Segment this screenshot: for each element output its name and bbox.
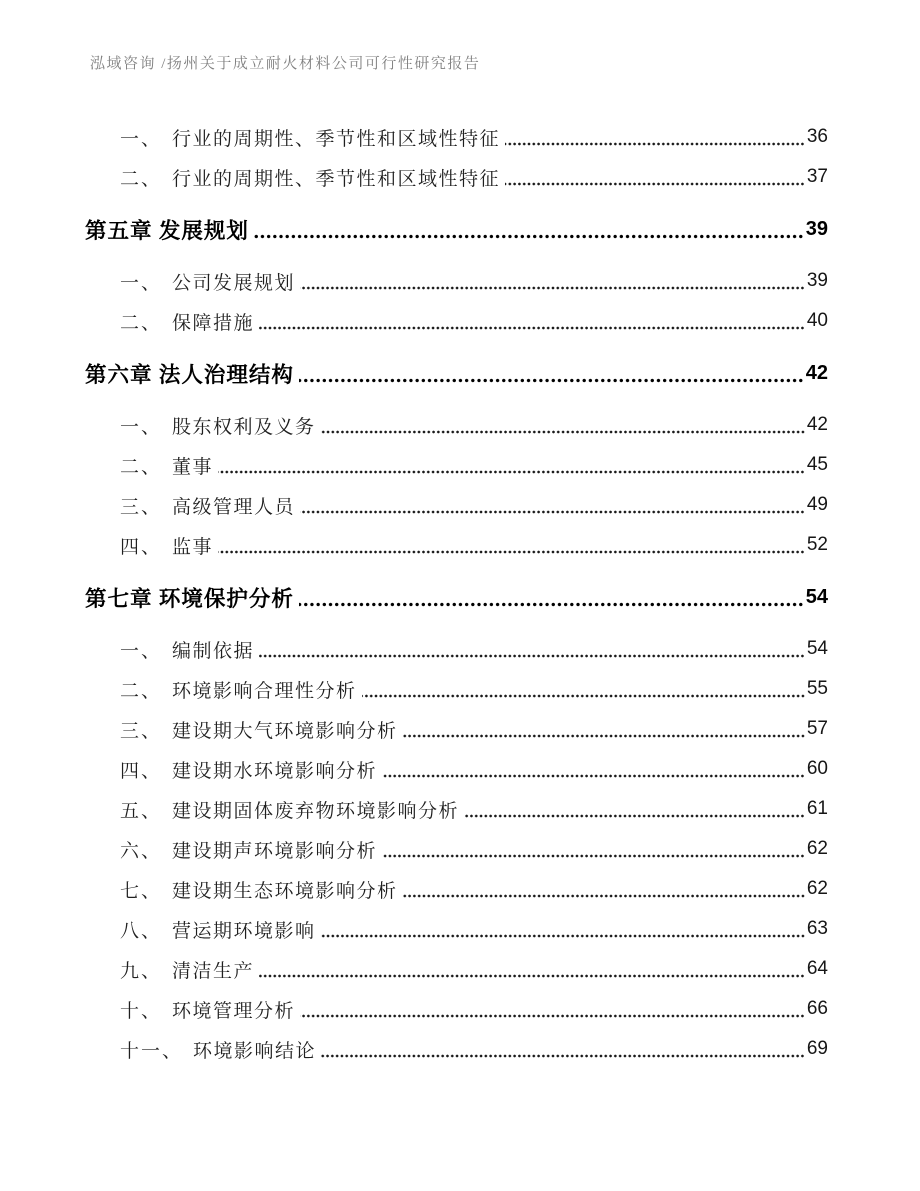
dot-leader xyxy=(259,654,805,658)
toc-entry[interactable] xyxy=(85,949,828,989)
toc-entry-number: 二、 xyxy=(120,312,163,334)
toc-entry-title: 环境影响结论 xyxy=(193,1040,317,1062)
toc-entry-number: 一、 xyxy=(120,640,163,662)
toc-entry[interactable] xyxy=(85,789,828,829)
toc-entry-page: 63 xyxy=(806,918,828,939)
toc-entry-number: 二、 xyxy=(120,680,163,702)
toc-entry-page: 62 xyxy=(806,838,828,859)
toc-chapter-title: 第五章 发展规划 xyxy=(85,218,249,243)
toc-entry-number: 一、 xyxy=(120,128,163,150)
toc-entry-page: 49 xyxy=(806,494,828,515)
toc-entry-number: 一、 xyxy=(120,272,163,294)
toc-entry-number: 二、 xyxy=(120,456,163,478)
toc-entry-page: 40 xyxy=(806,310,828,331)
toc-entry-title: 行业的周期性、季节性和区域性特征 xyxy=(172,168,501,190)
toc-entry-title: 公司发展规划 xyxy=(172,272,296,294)
toc-entry[interactable] xyxy=(85,405,828,445)
toc-entry-title: 股东权利及义务 xyxy=(172,416,316,438)
toc-entry[interactable] xyxy=(85,445,828,485)
toc-entry-title: 建设期声环境影响分析 xyxy=(172,840,378,862)
document-header: 泓域咨询 /扬州关于成立耐火材料公司可行性研究报告 xyxy=(90,56,481,72)
toc-chapter-title: 第七章 环境保护分析 xyxy=(85,586,294,611)
toc-entry-title: 清洁生产 xyxy=(172,960,255,982)
toc-entry[interactable] xyxy=(85,157,828,197)
toc-entry-page: 45 xyxy=(806,454,828,475)
toc-entry-number: 十、 xyxy=(120,1000,163,1022)
dot-leader xyxy=(218,470,805,474)
toc-entry-number: 七、 xyxy=(120,880,163,902)
toc-entry-page: 69 xyxy=(806,1038,828,1059)
dot-leader xyxy=(382,774,805,778)
toc-entry-page: 55 xyxy=(806,678,828,699)
dot-leader xyxy=(505,182,805,186)
toc-entry[interactable] xyxy=(85,709,828,749)
toc-entry-title: 营运期环境影响 xyxy=(172,920,316,942)
toc-entry-page: 36 xyxy=(806,126,828,147)
dot-leader xyxy=(505,142,805,146)
toc-entry[interactable] xyxy=(85,749,828,789)
toc-chapter-title: 第六章 法人治理结构 xyxy=(85,362,294,387)
toc-entry-title: 建设期生态环境影响分析 xyxy=(172,880,398,902)
dot-leader xyxy=(299,378,804,383)
toc-entry[interactable] xyxy=(85,829,828,869)
toc-entry[interactable] xyxy=(85,989,828,1029)
toc-chapter-page: 39 xyxy=(805,217,828,240)
toc-entry-title: 董事 xyxy=(172,456,214,478)
dot-leader xyxy=(321,1054,805,1058)
toc-chapter-entry[interactable] xyxy=(85,353,828,393)
toc-entry-number: 三、 xyxy=(120,720,163,742)
dot-leader xyxy=(362,694,805,698)
toc-entry[interactable] xyxy=(85,525,828,565)
dot-leader xyxy=(259,974,805,978)
toc-entry-title: 建设期固体废弃物环境影响分析 xyxy=(172,800,460,822)
toc-entry-title: 建设期水环境影响分析 xyxy=(172,760,378,782)
toc-entry-page: 39 xyxy=(806,270,828,291)
toc-entry-title: 环境影响合理性分析 xyxy=(172,680,357,702)
dot-leader xyxy=(259,326,805,330)
toc-entry-number: 九、 xyxy=(120,960,163,982)
toc-entry-number: 一、 xyxy=(120,416,163,438)
toc-chapter-entry[interactable] xyxy=(85,209,828,249)
toc-entry-page: 64 xyxy=(806,958,828,979)
dot-leader xyxy=(299,602,804,607)
toc-entry[interactable] xyxy=(85,669,828,709)
toc-entry-number: 四、 xyxy=(120,760,163,782)
toc-entry-page: 37 xyxy=(806,166,828,187)
toc-entry-page: 57 xyxy=(806,718,828,739)
dot-leader xyxy=(464,814,805,818)
dot-leader xyxy=(254,234,804,239)
toc-entry-page: 61 xyxy=(806,798,828,819)
toc-entry-number: 五、 xyxy=(120,800,163,822)
table-of-contents xyxy=(85,117,828,1069)
toc-entry[interactable] xyxy=(85,909,828,949)
toc-entry-page: 66 xyxy=(806,998,828,1019)
toc-entry-number: 十一、 xyxy=(120,1040,184,1062)
toc-entry[interactable] xyxy=(85,261,828,301)
dot-leader xyxy=(300,1014,805,1018)
toc-entry-number: 四、 xyxy=(120,536,163,558)
toc-chapter-page: 54 xyxy=(805,585,828,608)
dot-leader xyxy=(382,854,805,858)
dot-leader xyxy=(403,734,805,738)
toc-entry-title: 高级管理人员 xyxy=(172,496,296,518)
toc-entry-number: 八、 xyxy=(120,920,163,942)
dot-leader xyxy=(403,894,805,898)
toc-entry-title: 监事 xyxy=(172,536,214,558)
toc-entry-number: 六、 xyxy=(120,840,163,862)
toc-entry-title: 建设期大气环境影响分析 xyxy=(172,720,398,742)
toc-entry-page: 60 xyxy=(806,758,828,779)
toc-entry-title: 环境管理分析 xyxy=(172,1000,296,1022)
toc-entry-page: 54 xyxy=(806,638,828,659)
toc-entry-page: 52 xyxy=(806,534,828,555)
toc-entry-title: 编制依据 xyxy=(172,640,255,662)
toc-entry-page: 42 xyxy=(806,414,828,435)
toc-chapter-page: 42 xyxy=(805,361,828,384)
toc-entry-title: 行业的周期性、季节性和区域性特征 xyxy=(172,128,501,150)
toc-entry[interactable] xyxy=(85,869,828,909)
toc-entry-number: 二、 xyxy=(120,168,163,190)
toc-entry[interactable] xyxy=(85,1029,828,1069)
toc-entry[interactable] xyxy=(85,301,828,341)
toc-entry-number: 三、 xyxy=(120,496,163,518)
toc-entry[interactable] xyxy=(85,485,828,525)
toc-entry-page: 62 xyxy=(806,878,828,899)
toc-chapter-entry[interactable] xyxy=(85,577,828,617)
dot-leader xyxy=(321,934,805,938)
dot-leader xyxy=(218,550,805,554)
dot-leader xyxy=(300,510,805,514)
dot-leader xyxy=(321,430,805,434)
toc-entry[interactable] xyxy=(85,117,828,157)
dot-leader xyxy=(300,286,805,290)
toc-entry[interactable] xyxy=(85,629,828,669)
toc-entry-title: 保障措施 xyxy=(172,312,255,334)
